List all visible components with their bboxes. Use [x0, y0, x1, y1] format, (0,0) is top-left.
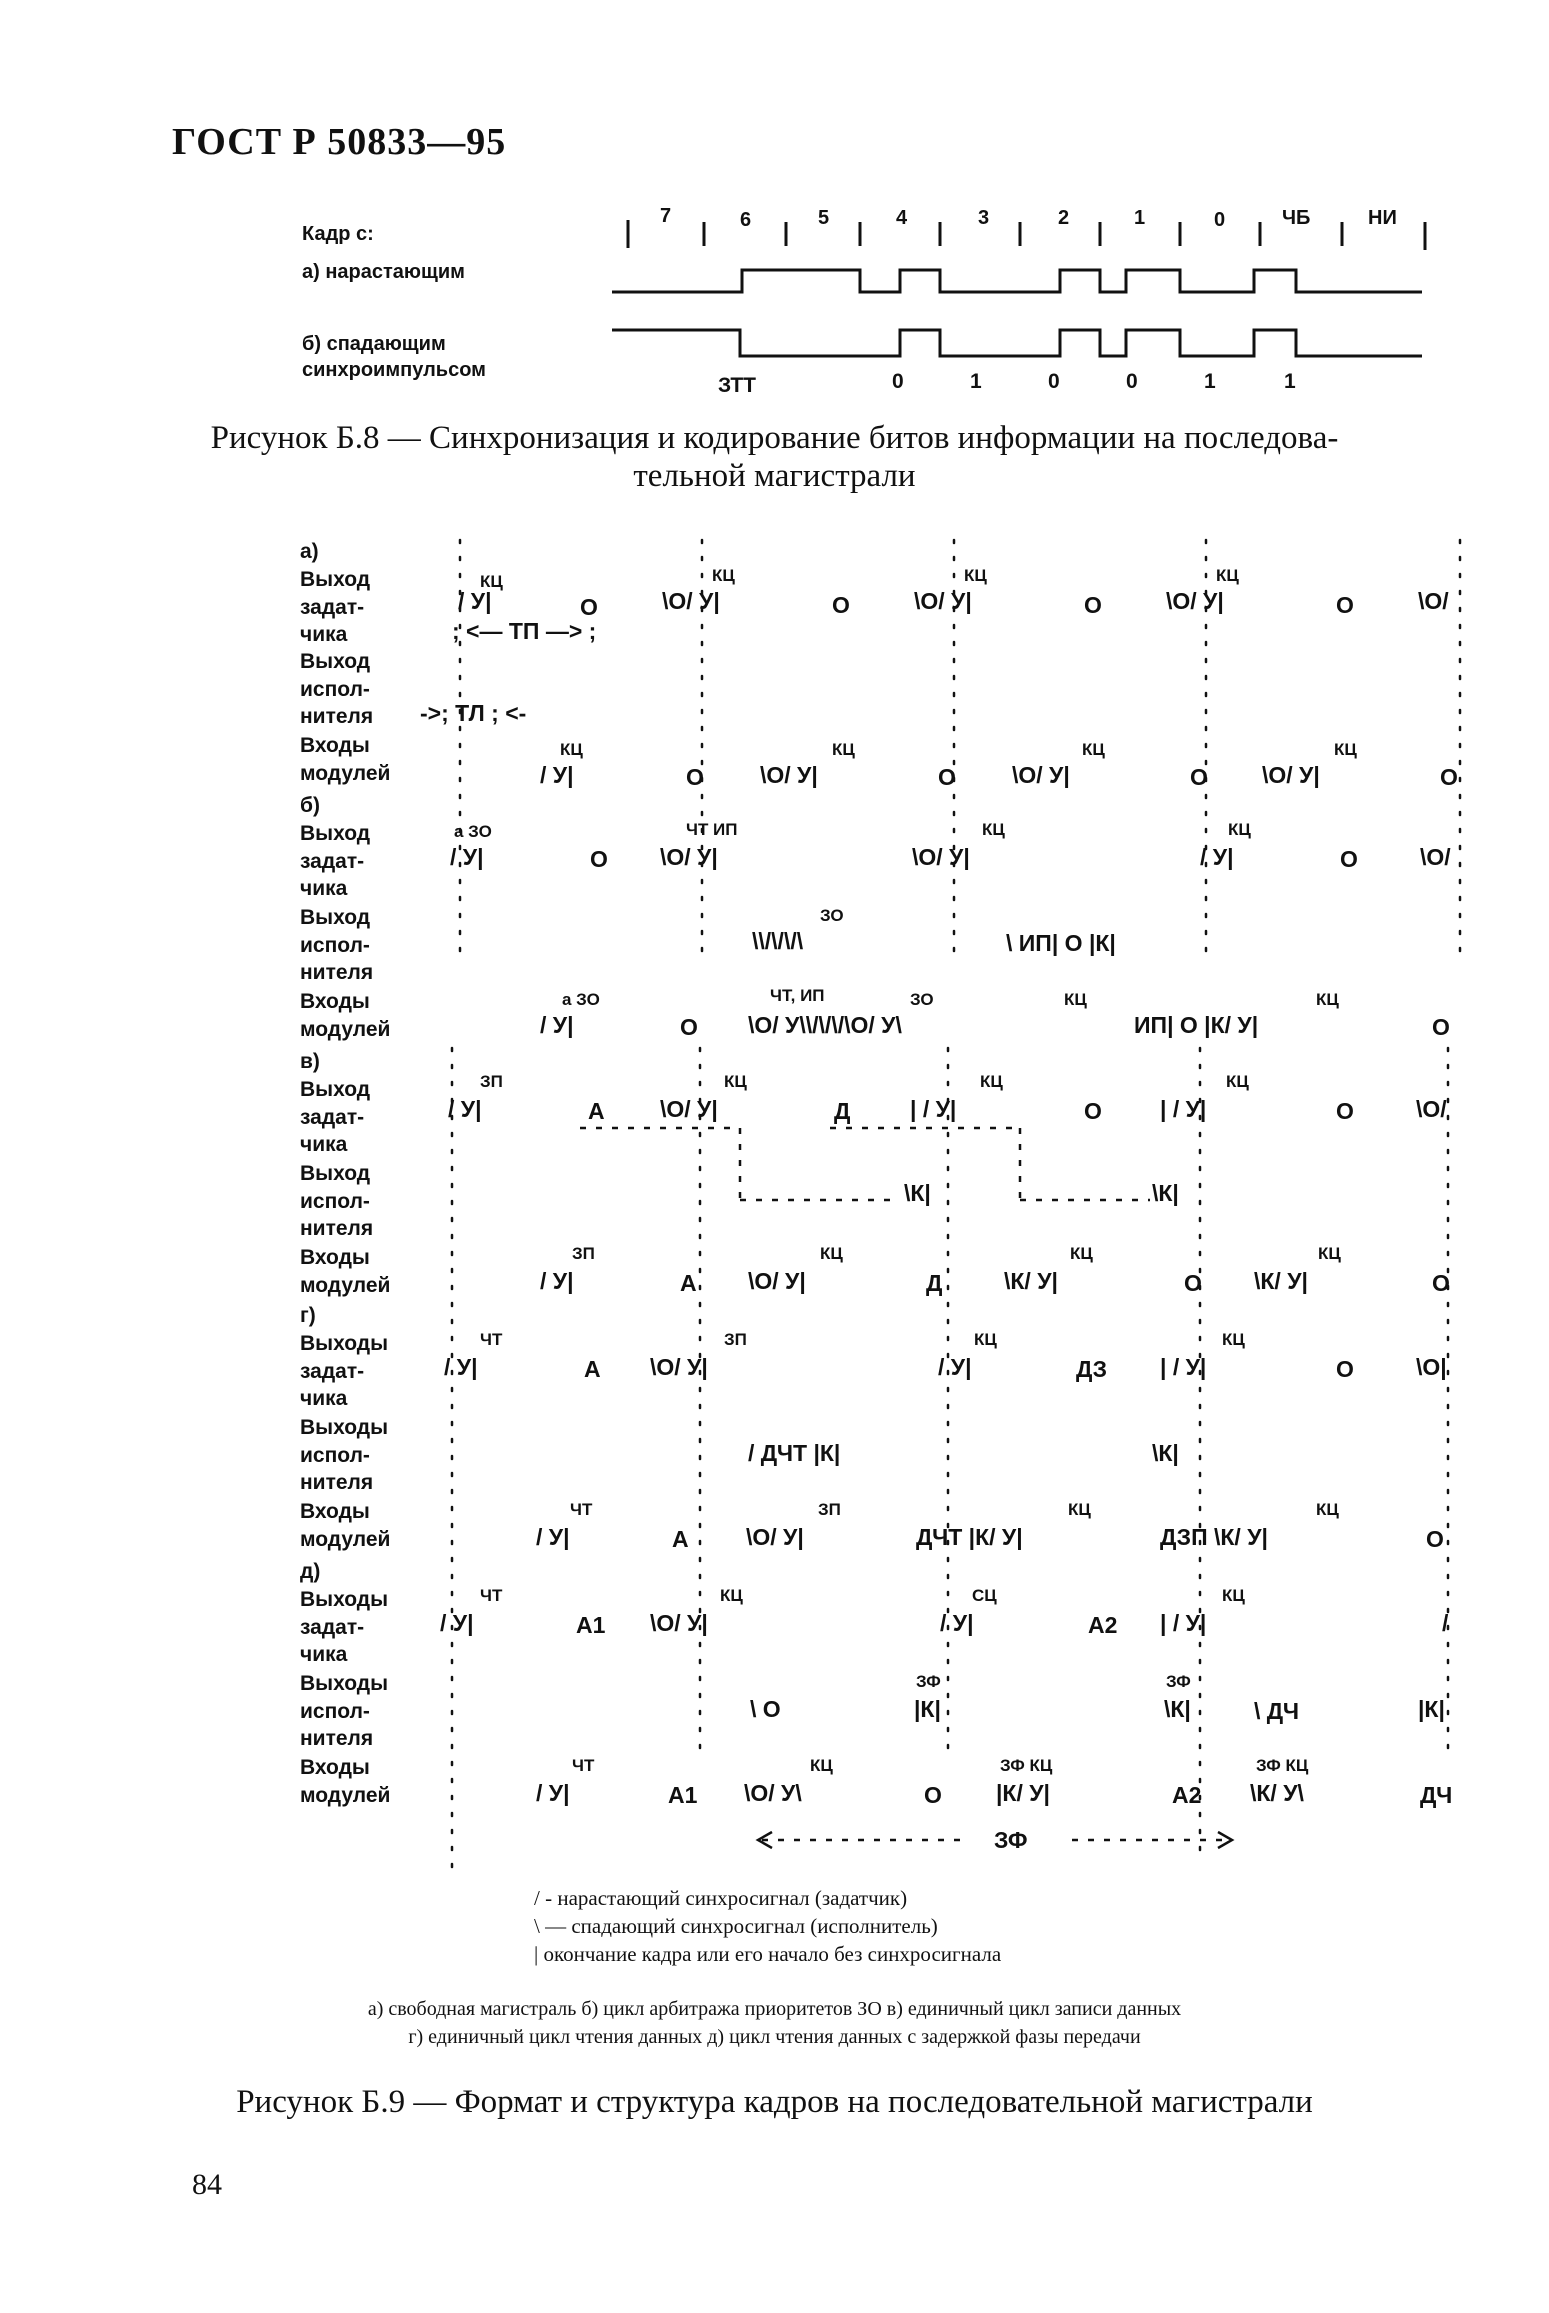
signal-cell: / У|: [448, 1096, 482, 1122]
row-label-master-out: Выходы задат- чика: [300, 1588, 389, 1666]
fig-b8-sync-label: синхроимпульсом: [302, 359, 486, 381]
section-mark-b: б): [300, 794, 320, 817]
signal-cell: О: [1336, 1356, 1354, 1382]
signal-sup: ЗФ: [916, 1672, 941, 1691]
signal-cell: | / У|: [1160, 1354, 1207, 1380]
signal-cell: О: [1440, 764, 1458, 790]
signal-cell: / ДЧТ |К|: [748, 1440, 841, 1466]
signal-cell: А1: [576, 1612, 606, 1638]
bit-value: 1: [970, 370, 982, 393]
signal-cell: \О/ У|: [650, 1610, 708, 1636]
signal-sup: КЦ: [832, 740, 855, 759]
signal-sup: ЧТ, ИП: [770, 986, 825, 1005]
fig-b8-caption-line2: тельной магистрали: [633, 458, 916, 494]
signal-sup: КЦ: [480, 572, 503, 591]
section-mark-c: в): [300, 1050, 320, 1073]
figure-note-line1: а) свободная магистраль б) цикл арбитража приоритетов ЗО в) единичный цикл записи данных: [367, 1998, 1182, 2020]
signal-sup: ЗП: [480, 1072, 503, 1091]
signal-cell: А: [584, 1356, 601, 1382]
signal-sup: КЦ: [1334, 740, 1357, 759]
signal-cell: О: [580, 594, 598, 620]
signal-cell: О: [832, 592, 850, 618]
fig-b9-caption: Рисунок Б.9 — Формат и структура кадров на последовательной магистрали: [236, 2084, 1313, 2120]
signal-cell: О: [1084, 1098, 1102, 1124]
signal-cell: \О/ У|: [912, 844, 970, 870]
signal-cell: / У|: [450, 844, 484, 870]
signal-cell: \О|: [1416, 1354, 1447, 1380]
signal-cell: А: [680, 1270, 697, 1296]
signal-cell: \О/ У|: [760, 762, 818, 788]
signal-cell: / У|: [444, 1354, 478, 1380]
signal-sup: ЗП: [818, 1500, 841, 1519]
signal-sup: КЦ: [982, 820, 1005, 839]
signal-cell: \О/ У|: [662, 588, 720, 614]
signal-cell: \К|: [1152, 1180, 1179, 1206]
signal-cell: ДЧ: [1420, 1782, 1453, 1808]
signal-cell: А: [672, 1526, 689, 1552]
signal-sup: КЦ: [720, 1586, 743, 1605]
signal-cell: / У|: [1200, 844, 1234, 870]
signal-cell: ДЧТ |К/ У|: [916, 1524, 1023, 1550]
section-mark-a: а): [300, 540, 319, 563]
signal-cell: \К/ У|: [1004, 1268, 1058, 1294]
signal-sup: КЦ: [1318, 1244, 1341, 1263]
figure-note-line2: г) единичный цикл чтения данных д) цикл чтения данных с задержкой фазы передачи: [408, 2026, 1141, 2048]
signal-sup: КЦ: [1316, 990, 1339, 1009]
signal-sup: КЦ: [964, 566, 987, 585]
signal-cell: ; <— ТП —> ;: [452, 618, 597, 644]
legend-falling: \ — спадающий синхросигнал (исполнитель): [534, 1914, 938, 1938]
bit-label: 4: [896, 207, 908, 229]
fig-b8-caption-line1: Рисунок Б.8 — Синхронизация и кодирование битов информации на последова-: [210, 420, 1339, 456]
row-label-master-out: Выход задат- чика: [300, 1078, 371, 1156]
signal-cell: О: [1426, 1526, 1444, 1552]
signal-sup: КЦ: [1082, 740, 1105, 759]
signal-cell: ДЗП \К/ У|: [1160, 1524, 1268, 1550]
signal-cell: Д: [834, 1098, 851, 1124]
bit-label: НИ: [1368, 207, 1397, 229]
signal-sup: а ЗО: [562, 990, 600, 1009]
signal-sup: КЦ: [1316, 1500, 1339, 1519]
fig-b8-frame-label: Кадр с:: [302, 223, 374, 245]
signal-cell: О: [1084, 592, 1102, 618]
bit-label: 5: [818, 207, 830, 229]
row-label-master-out: Выход задат- чика: [300, 568, 371, 646]
bit-value: 1: [1284, 370, 1296, 393]
signal-cell: / У|: [540, 1012, 574, 1038]
signal-cell: \ ДЧ: [1254, 1698, 1300, 1724]
row-label-master-out: Выходы задат- чика: [300, 1332, 389, 1410]
section-mark-e: д): [300, 1560, 321, 1583]
signal-cell: О: [590, 846, 608, 872]
signal-sup: КЦ: [1070, 1244, 1093, 1263]
row-label-module-in: Входы модулей: [300, 1500, 391, 1551]
signal-sup: ЗФ КЦ: [1000, 1756, 1053, 1775]
signal-sup: КЦ: [1222, 1586, 1245, 1605]
signal-sup: ЧТ: [572, 1756, 595, 1775]
signal-cell: О: [924, 1782, 942, 1808]
signal-sup: а ЗО: [454, 822, 492, 841]
signal-cell: ДЗ: [1076, 1356, 1108, 1382]
row-label-module-in: Входы модулей: [300, 1756, 391, 1807]
signal-cell: \О/: [1418, 588, 1449, 614]
signal-cell: / У|: [536, 1780, 570, 1806]
signal-cell: А: [588, 1098, 605, 1124]
signal-cell: / У|: [440, 1610, 474, 1636]
signal-cell: \К/ У\: [1250, 1780, 1304, 1806]
signal-cell: \\/\/\/\: [752, 928, 804, 954]
signal-cell: \К|: [904, 1180, 931, 1206]
signal-sup: ЧТ: [480, 1330, 503, 1349]
signal-cell: | / У|: [1160, 1096, 1207, 1122]
signal-cell: О: [686, 764, 704, 790]
signal-sup: ЧТ: [570, 1500, 593, 1519]
signal-sup: ЗО: [910, 990, 934, 1009]
bit-value: ЗТТ: [718, 374, 757, 397]
signal-cell: \О/ У|: [1012, 762, 1070, 788]
row-label-master-out: Выход задат- чика: [300, 822, 371, 900]
signal-sup: КЦ: [1064, 990, 1087, 1009]
signal-cell: \О/ У|: [650, 1354, 708, 1380]
bit-label: 7: [660, 205, 672, 227]
signal-cell: О: [1336, 592, 1354, 618]
signal-cell: \К/ У|: [1254, 1268, 1308, 1294]
signal-cell: О: [1432, 1270, 1450, 1296]
legend-rising: / - нарастающий синхросигнал (задатчик): [534, 1886, 908, 1910]
signal-sup: КЦ: [712, 566, 735, 585]
signal-cell: /: [1442, 1610, 1449, 1636]
signal-cell: | / У|: [910, 1096, 957, 1122]
legend-frame-end: | окончание кадра или его начало без синхросигнала: [534, 1942, 1002, 1966]
bit-label: 1: [1134, 207, 1146, 229]
signal-sup: КЦ: [810, 1756, 833, 1775]
signal-cell: | / У|: [1160, 1610, 1207, 1636]
signal-sup: КЦ: [974, 1330, 997, 1349]
signal-cell: |К/ У|: [996, 1780, 1050, 1806]
signal-cell: \О/ У|: [660, 844, 718, 870]
row-label-module-in: Входы модулей: [300, 734, 391, 785]
row-label-executor-out: Выходы испол- нителя: [300, 1416, 389, 1494]
bit-value: 1: [1204, 370, 1216, 393]
signal-cell: \К|: [1152, 1440, 1179, 1466]
signal-sup: КЦ: [820, 1244, 843, 1263]
signal-cell: \О/: [1420, 844, 1451, 870]
signal-cell: \О/ У\\/\/\/\О/ У\: [748, 1012, 902, 1038]
signal-sup: КЦ: [1228, 820, 1251, 839]
signal-cell: О: [1340, 846, 1358, 872]
signal-cell: \О/ У|: [914, 588, 972, 614]
signal-sup: ЗО: [820, 906, 844, 925]
signal-sup: КЦ: [724, 1072, 747, 1091]
bit-label: 3: [978, 207, 990, 229]
signal-cell: А2: [1088, 1612, 1118, 1638]
row-label-executor-out: Выход испол- нителя: [300, 906, 374, 984]
document-header: ГОСТ Р 50833—95: [172, 121, 507, 163]
row-label-executor-out: Выход испол- нителя: [300, 650, 374, 728]
bit-value: 0: [1126, 370, 1138, 393]
signal-cell: / У|: [540, 1268, 574, 1294]
signal-sup: ЧТ: [480, 1586, 503, 1605]
signal-cell: ИП| О |К/ У|: [1134, 1012, 1259, 1038]
signal-cell: ->; ТЛ ; <-: [420, 700, 527, 726]
signal-cell: А2: [1172, 1782, 1202, 1808]
signal-sup: СЦ: [972, 1586, 997, 1605]
signal-cell: О: [1336, 1098, 1354, 1124]
signal-sup: ЗФ КЦ: [1256, 1756, 1309, 1775]
signal-cell: \ О: [750, 1696, 781, 1722]
signal-cell: О: [680, 1014, 698, 1040]
bit-label: ЧБ: [1282, 207, 1311, 229]
section-mark-d: г): [300, 1304, 316, 1327]
signal-cell: \ ИП| О |К|: [1006, 930, 1116, 956]
signal-cell: \К|: [1164, 1696, 1191, 1722]
signal-cell: О: [1432, 1014, 1450, 1040]
row-label-module-in: Входы модулей: [300, 1246, 391, 1297]
signal-sup: КЦ: [980, 1072, 1003, 1091]
signal-cell: / У|: [938, 1354, 972, 1380]
signal-cell: Д: [926, 1270, 943, 1296]
page-number: 84: [192, 2168, 222, 2201]
row-label-executor-out: Выход испол- нителя: [300, 1162, 374, 1240]
fig-b8-rising-label: а) нарастающим: [302, 261, 465, 283]
signal-cell: \О/ У|: [748, 1268, 806, 1294]
signal-cell: О: [1184, 1270, 1202, 1296]
bit-label: 0: [1214, 209, 1226, 231]
signal-sup: КЦ: [1068, 1500, 1091, 1519]
signal-sup: КЦ: [1226, 1072, 1249, 1091]
signal-cell: \О/ У|: [660, 1096, 718, 1122]
signal-cell: |К|: [1418, 1696, 1445, 1722]
signal-cell: \О/ У|: [1262, 762, 1320, 788]
signal-sup: КЦ: [1222, 1330, 1245, 1349]
fig-b8-falling-label: б) спадающим: [302, 333, 446, 355]
signal-cell: \О/ У|: [746, 1524, 804, 1550]
row-label-module-in: Входы модулей: [300, 990, 391, 1041]
signal-sup: КЦ: [1216, 566, 1239, 585]
signal-cell: / У|: [458, 588, 492, 614]
signal-cell: О: [938, 764, 956, 790]
signal-cell: \О/ У|: [1166, 588, 1224, 614]
signal-sup: ЧТ ИП: [686, 820, 738, 839]
row-label-executor-out: Выходы испол- нителя: [300, 1672, 389, 1750]
signal-cell: А1: [668, 1782, 698, 1808]
signal-sup: ЗП: [572, 1244, 595, 1263]
signal-cell: / У|: [536, 1524, 570, 1550]
signal-sup: КЦ: [560, 740, 583, 759]
bit-label: 6: [740, 209, 752, 231]
signal-cell: / У|: [540, 762, 574, 788]
signal-cell: О: [1190, 764, 1208, 790]
bit-label: 2: [1058, 207, 1070, 229]
signal-cell: \О/: [1416, 1096, 1447, 1122]
signal-sup: ЗФ: [1166, 1672, 1191, 1691]
signal-cell: \О/ У\: [744, 1780, 802, 1806]
bit-value: 0: [892, 370, 904, 393]
signal-cell: / У|: [940, 1610, 974, 1636]
signal-sup: ЗП: [724, 1330, 747, 1349]
signal-cell: |К|: [914, 1696, 941, 1722]
delay-label: ЗФ: [994, 1827, 1028, 1853]
bit-value: 0: [1048, 370, 1060, 393]
